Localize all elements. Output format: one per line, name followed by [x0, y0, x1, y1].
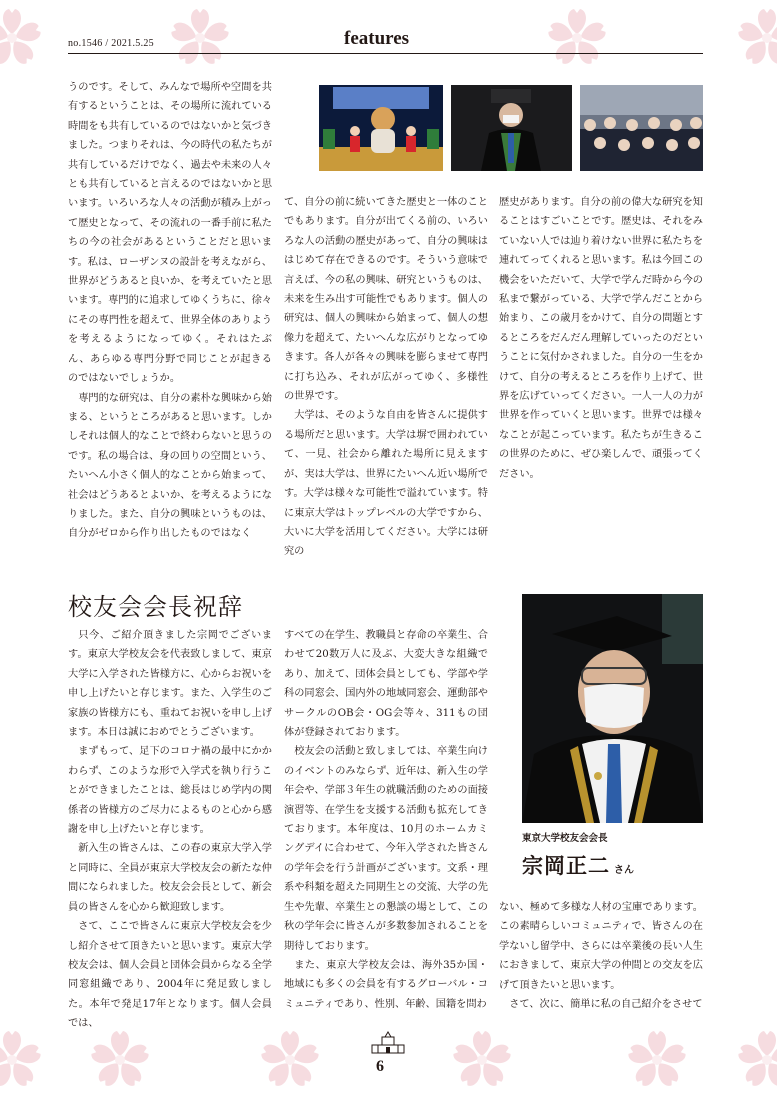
paragraph: また、東京大学校友会は、海外35か国・地域にも多くの会員を有するグローバル・コミュニティであり、性別、年齢、国籍を問わ — [284, 959, 488, 1010]
blossom-icon — [168, 6, 232, 70]
article-column-1 — [68, 78, 272, 544]
paragraph: ない、極めて多様な人材の宝庫であります。この素晴らしいコミュニティで、皆さんの在学ないし留学中、さらには卒業後の長い人生におきまして、東京大学の仲間との交友を広げて頂きたいと思います。 — [499, 902, 703, 991]
speech-column-3 — [499, 898, 703, 1014]
paragraph: さて、次に、簡単に私の自己紹介をさせて — [509, 999, 703, 1011]
article-column-3 — [499, 193, 703, 484]
portrait-name-text: 宗岡正二 — [522, 854, 610, 878]
blossom-icon — [625, 1028, 689, 1092]
paragraph: て、自分の前に続いてきた歴史と一体のことでもあります。自分が出てくる前の、いろいろな人の活動の歴史があって、自分の興味ははじめて存在できるのです。そういう意味で言えば、今の私の興味、研究というものは、未来を生み出す可能性でもあります。個人の研究は、個人の興味から始まって、個人の想像力を超えて、たいへんな広がりとなってゆきます。各人が各々の興味を膨らませて専門に打ち込み、それが広がってゆく、多様性の世界です。 — [284, 197, 488, 403]
paragraph: まずもって、足下のコロナ禍の最中にかかわらず、このような形で入学式を執り行うことができましたことは、総長はじめ学内の関係者の皆様方のご尽力によるものと心から感謝を申し上げたいと存じます。 — [68, 746, 272, 836]
section-title: 校友会会長祝辞 — [68, 593, 243, 621]
article-column-2 — [284, 193, 488, 562]
blossom-icon — [545, 6, 609, 70]
paragraph: 大学は、そのような自由を皆さんに提供する場所だと思います。大学は塀で囲われていて、一見、社会から離れた場所に見えますが、実は大学は、世界にたいへん近い場所です。大学は様々な可能性で溢れています。特に東京大学はトップレベルの大学ですから、大いに大学を活用してください。大学には研究の — [284, 410, 488, 558]
paragraph: 只今、ご紹介頂きました宗岡でございます。東京大学校友会を代表致しまして、東京大学に入学された皆様方に、心からお祝いを申し上げたいと存じます。また、入学生のご家族の皆様方にも、重ねてお祝いを申し上げます。本日は誠におめでとうございます。 — [68, 630, 272, 739]
portrait-role: 東京大学校友会会長 — [522, 833, 608, 844]
audience-photo — [580, 85, 703, 171]
portrait-photo — [522, 594, 703, 823]
paragraph: うのです。そして、みんなで場所や空間を共有するということは、その場所に流れている時間をも共有しているのではないかと気づきました。つまりそれは、今の時代の私たちが共有しているだけでなく、過去や未来の人々とも共有していると言えるのではないかと思います。いろいろな人々の活動が積み上がって歴史となって、その流れの一番手前に私たちの今の社会があるということだと思います。私は、ローザンヌの設計を考えながら、世界がどうあると良いか、を考えていたと思います。専門的に追求してゆくうちに、徐々にその専門性を超えて、世界全体のありようを考えるようになってゆく。それはたぶん、あらゆる専門分野で同じことが起きるのではないでしょうか。 — [68, 82, 272, 385]
issue-number: no.1546 / 2021.5.25 — [68, 38, 154, 49]
paragraph: さて、ここで皆さんに東京大学校友会を少し紹介させて頂きたいと思います。東京大学校友会は、個人会員と団体会員からなる全学同窓組織であり、2004年に発足致しました。本年で発足17年となります。個人会員では、 — [68, 921, 272, 1030]
stage-mascot-photo — [319, 85, 443, 171]
paragraph: 校友会の活動と致しましては、卒業生向けのイベントのみならず、近年は、新入生の学年会や、学部３年生の就職活動のための面接演習等、在学生を支援する活動も拡充してきております。本年度は、10月のホームカミングデイに合わせて、今年入学された皆さんの学年会を行う計画がございます。文系・理系や科類を超えた同期生との交流、大学の先生や先輩、卒業生との懇談の場として、この秋の学年会に皆さんが多数参加されることを期待しております。 — [284, 746, 488, 952]
speech-column-2 — [284, 626, 488, 1014]
blossom-icon — [735, 6, 777, 70]
speech-column-1 — [68, 626, 272, 1034]
page-number: 6 — [376, 1058, 384, 1075]
header-divider — [68, 53, 703, 54]
paragraph: 新入生の皆さんは、この春の東京大学入学と同時に、全員が東京大学校友会の新たな仲間になられました。校友会会長として、新会員の皆さんを心から歓迎致します。 — [68, 843, 272, 913]
portrait-name — [522, 850, 634, 880]
portrait-honorific: さん — [614, 865, 634, 876]
paragraph: すべての在学生、教職員と存命の卒業生、合わせて20数万人に及ぶ、大変大きな組織であり、加えて、団体会員としても、学部や学科の同窓会、国内外の地域同窓会、運動部やサークルのOB会・OG会等々、311もの団体が登録されております。 — [284, 630, 488, 739]
blossom-icon — [450, 1028, 514, 1092]
paragraph: 歴史があります。自分の前の偉大な研究を知ることはすごいことです。歴史は、それをみていない人では辿り着けない世界に私たちを連れてってくれると思います。私は今回この機会をいただいて、大学で学んだ時から今の私まで繋がっている、大学で学んだことから始まり、この歳月をかけて、自分の問題とするところをだんだん理解していったのだということに気付かされました。自分の一生をかけて、自分の考えるところを作り上げて、世界を広げていってください。一人一人の力が世界を作っていくと思います。世界では様々なことが起こっています。私たちが生きるこの世界のために、ぜひ楽しんで、頑張ってください。 — [499, 197, 703, 480]
blossom-icon — [88, 1028, 152, 1092]
blossom-icon — [258, 1028, 322, 1092]
speaker-podium-photo — [451, 85, 572, 171]
blossom-icon — [0, 6, 44, 70]
paragraph: 専門的な研究は、自分の素朴な興味から始まる、というところがあると思います。しかしそれは個人的なことで終わらないと思うのです。私の場合は、身の回りの空間という、たいへん小さく個人的なことから始まって、社会はどうあるとよいか、を考えるようになりました。また、自分の興味というものは、自分がゼロから作り出したものではなく — [68, 392, 272, 540]
section-label: features — [344, 28, 410, 49]
building-icon — [368, 1031, 408, 1055]
blossom-icon — [0, 1028, 44, 1092]
blossom-icon — [735, 1028, 777, 1092]
